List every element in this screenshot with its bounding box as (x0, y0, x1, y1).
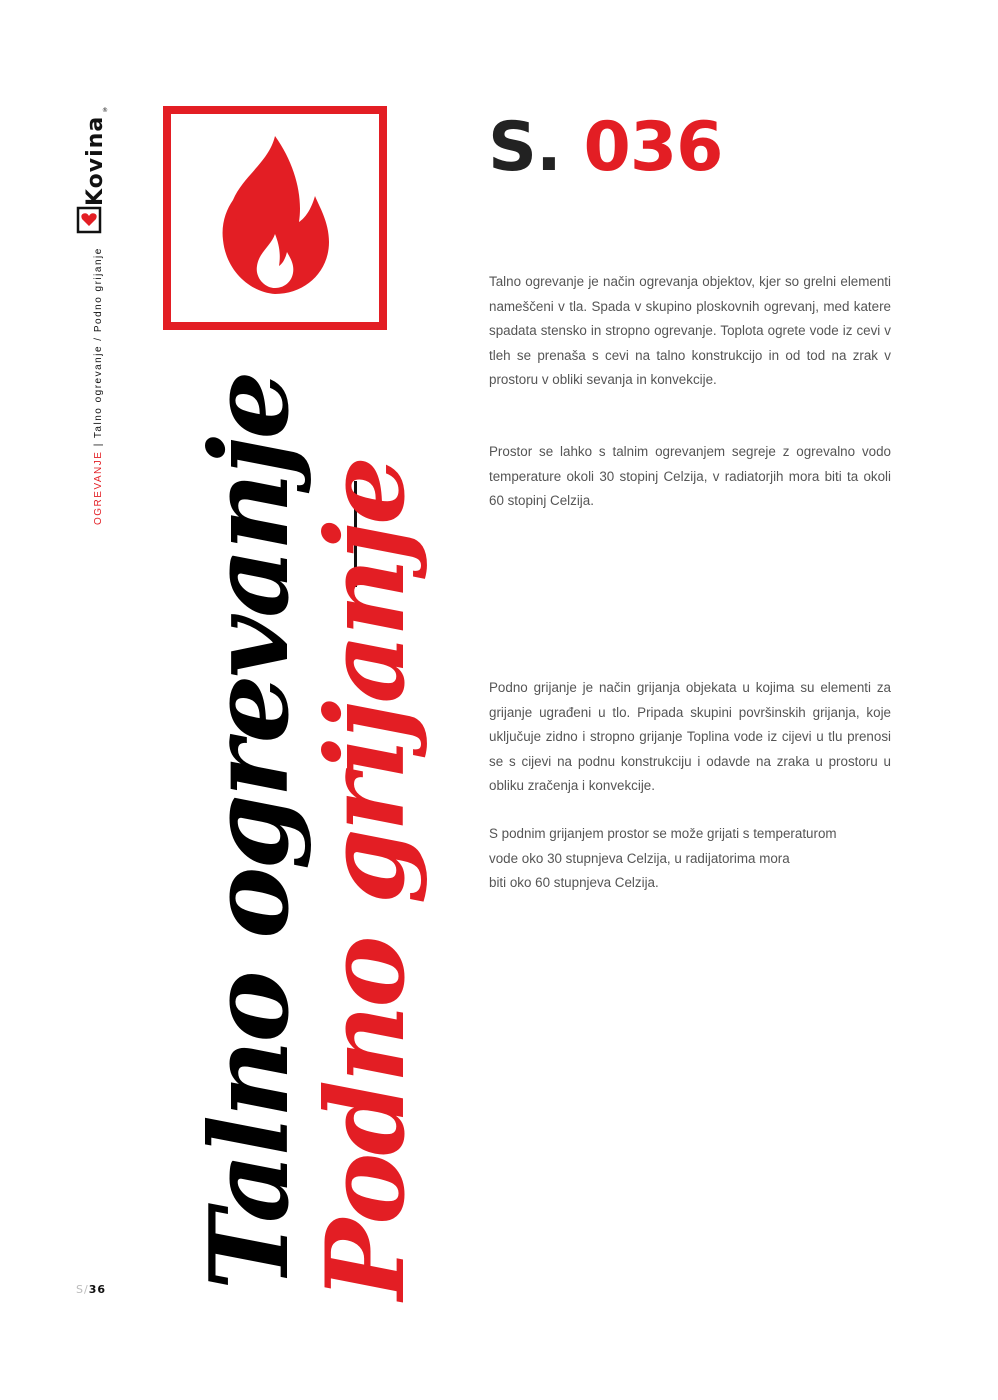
page-title (488, 108, 722, 187)
breadcrumb-section: OGREVANJE (93, 450, 104, 525)
heading-slovenian: Talno ogrevanje (187, 373, 313, 1290)
breadcrumb-topic: Talno ogrevanje / Podno grijanje (93, 247, 104, 439)
svg-text:Kovina: Kovina (83, 115, 108, 206)
paragraph-hr-2-line: vode oko 30 stupnjeva Celzija, u radijatorima mora (489, 850, 790, 866)
breadcrumb-separator: | (93, 438, 104, 451)
breadcrumb (93, 247, 104, 525)
paragraph-hr-2-line: S podnim grijanjem prostor se može grijati s temperaturom (489, 826, 837, 841)
paragraph-hr-1: Podno grijanje je način grijanja objekata u kojima su elementi za grijanje ugrađeni u tlo. Pripada skupini površinskih grijanja, koje uključuje zidno i stropno grijanje Toplina vode iz cijevi u tlu prenosi se s cijevi na podnu konstrukciju i odavde na zraka u prostoru u obliku zračenja i konvekcije. (489, 680, 891, 793)
page-number-prefix: S/ (76, 1283, 89, 1296)
heading-croatian: Podno grijanje (303, 459, 429, 1300)
paragraph-sl-2: Prostor se lahko s talnim ogrevanjem segreje z ogrevalno vodo temperature okoli 30 stopinj Celzija, v radiatorjih mora biti ta okoli 60 stopinj Celzija. (489, 444, 891, 508)
fire-icon (171, 114, 379, 322)
paragraph-sl-1: Talno ogrevanje je način ogrevanja objektov, kjer so grelni elementi nameščeni v tla. Spada v skupino ploskovnih ogrevanj, med katere spadata stensko in stropno ogrevanje. Toplota ogrete vode iz cevi v tleh se prenaša s cevi na talno konstrukcijo in od tod na zrak v prostoru v obliki sevanja in konvekcije. (489, 274, 891, 387)
page-number (76, 1283, 106, 1296)
paragraph-hr-2 (489, 822, 891, 896)
brand-logo (66, 104, 114, 236)
fire-icon-frame (163, 106, 387, 330)
svg-text:®: ® (102, 107, 108, 114)
page-title-prefix: S. (488, 108, 561, 187)
page-number-value: 36 (88, 1283, 107, 1296)
page-title-number: 036 (583, 108, 723, 187)
paragraph-hr-2-line: biti oko 60 stupnjeva Celzija. (489, 875, 659, 890)
